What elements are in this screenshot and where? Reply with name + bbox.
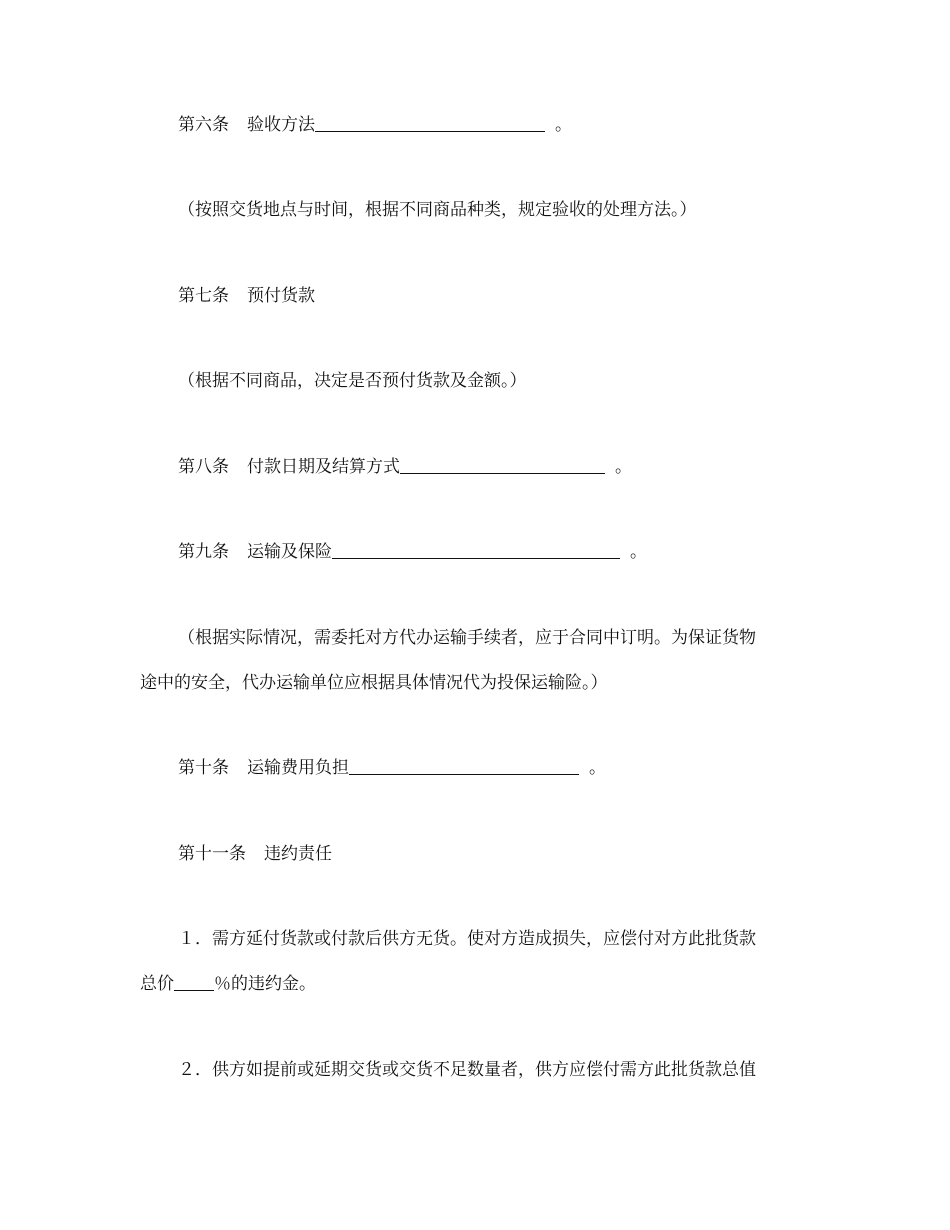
article-10-end: 。	[589, 758, 606, 778]
note-7: （根据不同商品，决定是否预付货款及金额。）	[178, 371, 527, 391]
article-11	[178, 843, 332, 865]
article-6-end: 。	[555, 115, 572, 135]
article-8-end: 。	[615, 457, 632, 477]
item-1-percent-blank[interactable]	[174, 973, 214, 991]
article-8-label: 第八条	[178, 457, 229, 477]
note-9-line-1: （根据实际情况，需委托对方代办运输手续者，应于合同中订明。为保证货物	[178, 628, 756, 648]
article-9-label: 第九条	[178, 542, 229, 562]
item-1-line-1: １．需方延付货款或付款后供方无货。使对方造成损失，应偿付对方此批货款	[178, 929, 756, 949]
article-10-blank[interactable]	[349, 757, 579, 775]
note-6: （按照交货地点与时间，根据不同商品种类，规定验收的处理方法。）	[178, 200, 697, 220]
article-6	[178, 114, 572, 136]
article-8	[178, 456, 632, 478]
article-8-title: 付款日期及结算方式	[247, 457, 400, 477]
item-1-line-2	[140, 973, 316, 995]
article-10-label: 第十条	[178, 758, 229, 778]
article-10	[178, 757, 606, 779]
article-9-title: 运输及保险	[247, 542, 332, 562]
article-7-label: 第七条	[178, 286, 229, 306]
item-2-line-1: ２．供方如提前或延期交货或交货不足数量者，供方应偿付需方此批货款总值	[178, 1060, 756, 1080]
item-1-post: ％的违约金。	[214, 974, 316, 994]
article-7	[178, 285, 315, 307]
article-8-blank[interactable]	[400, 456, 605, 474]
article-9	[178, 541, 647, 563]
article-9-end: 。	[630, 542, 647, 562]
note-9-line-2: 途中的安全，代办运输单位应根据具体情况代为投保运输险。）	[140, 673, 608, 693]
article-6-blank[interactable]	[315, 114, 545, 132]
article-7-title: 预付货款	[247, 286, 315, 306]
item-1-pre: 总价	[140, 974, 174, 994]
article-6-label: 第六条	[178, 115, 229, 135]
article-10-title: 运输费用负担	[247, 758, 349, 778]
article-11-title: 违约责任	[264, 844, 332, 864]
article-6-title: 验收方法	[247, 115, 315, 135]
article-11-label: 第十一条	[178, 844, 246, 864]
article-9-blank[interactable]	[332, 541, 620, 559]
